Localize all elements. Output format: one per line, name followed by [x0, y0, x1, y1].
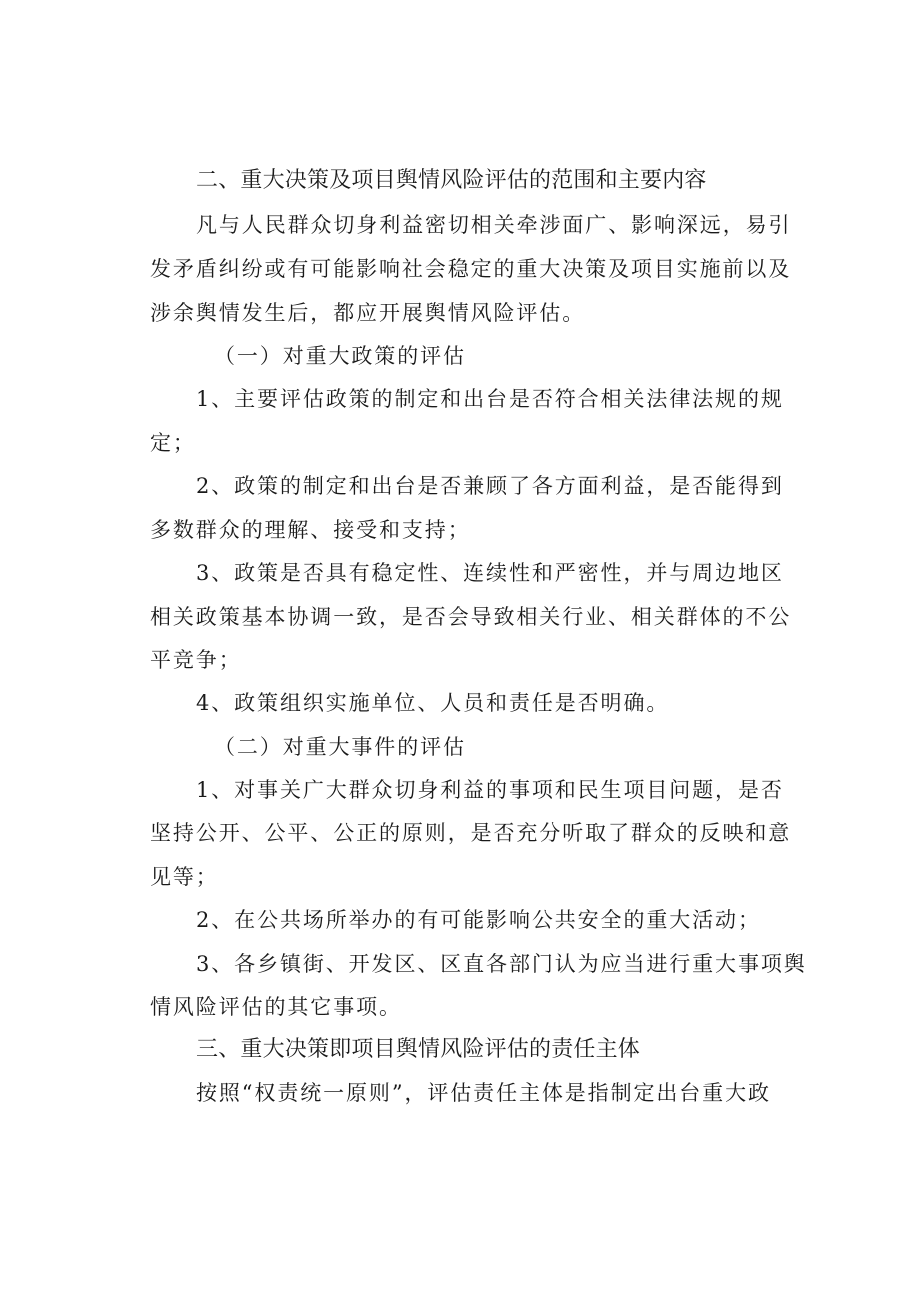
paragraph-line: 发矛盾纠纷或有可能影响社会稳定的重大决策及项目实施前以及 [150, 257, 792, 281]
list-item-line: 情风险评估的其它事项。 [150, 995, 402, 1019]
list-item-line: 多数群众的理解、接受和支持； [150, 518, 471, 542]
subsection-heading: （一）对重大政策的评估 [214, 344, 466, 368]
list-item-line: 3、各乡镇街、开发区、区直各部门认为应当进行重大事项舆 [196, 952, 807, 976]
paragraph-line: 凡与人民群众切身利益密切相关牵涉面广、影响深远，易引 [196, 213, 792, 237]
list-item-line: 2、政策的制定和出台是否兼顾了各方面利益，是否能得到 [196, 474, 784, 498]
list-item-line: 3、政策是否具有稳定性、连续性和严密性，并与周边地区 [196, 561, 784, 585]
section-heading: 三、重大决策即项目舆情风险评估的责任主体 [196, 1037, 641, 1062]
list-item-line: 坚持公开、公平、公正的原则，是否充分听取了群众的反映和意 [150, 821, 792, 845]
subsection-heading: （二）对重大事件的评估 [214, 735, 466, 759]
list-item-line: 平竞争； [150, 648, 242, 672]
list-item-line: 2、在公共场所举办的有可能影响公共安全的重大活动； [196, 908, 761, 932]
list-item-line: 4、政策组织实施单位、人员和责任是否明确。 [196, 691, 670, 715]
list-item-line: 见等； [150, 865, 219, 889]
section-heading: 二、重大决策及项目舆情风险评估的范围和主要内容 [196, 168, 707, 193]
paragraph-line: 涉余舆情发生后，都应开展舆情风险评估。 [150, 301, 586, 325]
list-item-line: 1、对事关广大群众切身利益的事项和民生项目问题，是否 [196, 778, 784, 802]
list-item-line: 相关政策基本协调一致，是否会导致相关行业、相关群体的不公 [150, 605, 792, 629]
paragraph-line: 按照“权责统一原则”，评估责任主体是指制定出台重大政 [196, 1081, 771, 1105]
list-item-line: 1、主要评估政策的制定和出台是否符合相关法律法规的规 [196, 387, 784, 411]
list-item-line: 定； [150, 431, 196, 455]
